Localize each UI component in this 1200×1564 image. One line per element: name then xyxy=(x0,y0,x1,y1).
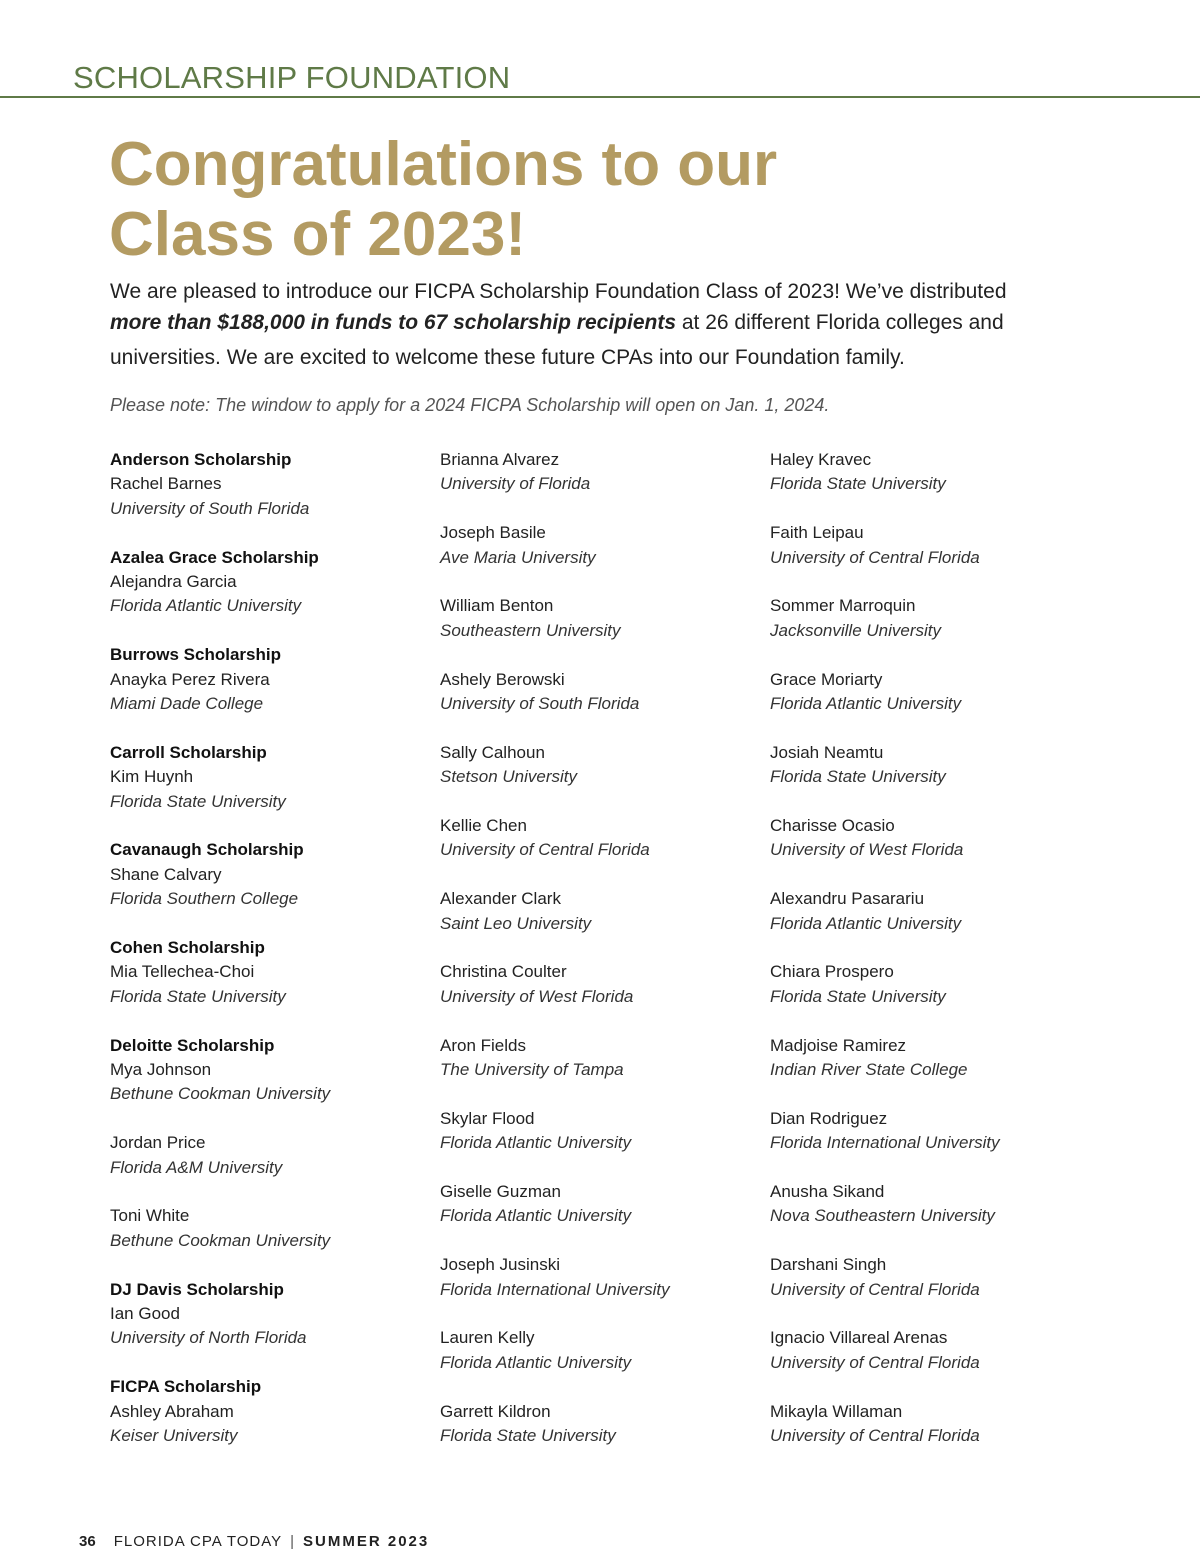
intro-line-2-rest: at 26 different Florida colleges and xyxy=(676,311,1004,334)
recipient-name: Lauren Kelly xyxy=(440,1328,535,1348)
recipient-name: Rachel Barnes xyxy=(110,474,222,494)
recipient-school: Indian River State College xyxy=(770,1060,968,1080)
recipient-name: Darshani Singh xyxy=(770,1255,887,1275)
recipient-name: Christina Coulter xyxy=(440,962,567,982)
recipient-school: Florida State University xyxy=(110,986,286,1006)
recipient-name: Garrett Kildron xyxy=(440,1401,551,1421)
recipient-school: University of Central Florida xyxy=(440,840,650,860)
recipient-school: Jacksonville University xyxy=(770,620,941,640)
recipient-entry xyxy=(110,1375,430,1448)
recipient-school: Florida International University xyxy=(770,1133,1000,1153)
page-number: 36 xyxy=(79,1533,96,1550)
recipient-school: Saint Leo University xyxy=(440,913,592,933)
recipient-school: Florida A&M University xyxy=(110,1157,283,1177)
recipient-entry xyxy=(110,1131,430,1180)
scholarship-name: Carroll Scholarship xyxy=(110,742,267,762)
recipient-school: University of Central Florida xyxy=(770,1352,980,1372)
recipient-entry xyxy=(770,1400,1090,1449)
recipient-name: Ian Good xyxy=(110,1304,180,1324)
recipient-name: Anusha Sikand xyxy=(770,1182,885,1202)
recipient-name: Ashley Abraham xyxy=(110,1401,234,1421)
recipient-name: Jordan Price xyxy=(110,1133,206,1153)
application-note: Please note: The window to apply for a 2024 FICPA Scholarship will open on Jan. 1, 2024. xyxy=(110,395,830,415)
recipient-entry xyxy=(770,1180,1090,1229)
recipient-school: University of Florida xyxy=(440,474,591,494)
recipient-entry xyxy=(440,887,760,936)
recipient-name: Faith Leipau xyxy=(770,523,864,543)
scholarship-name: FICPA Scholarship xyxy=(110,1377,262,1397)
recipient-entry xyxy=(770,668,1090,717)
recipient-name: Brianna Alvarez xyxy=(440,450,560,469)
recipient-name: Mia Tellechea-Choi xyxy=(110,962,255,982)
issue-label: SUMMER 2023 xyxy=(303,1533,430,1550)
recipient-school: University of West Florida xyxy=(770,840,964,860)
intro-line-1: We are pleased to introduce our FICPA Scholarship Foundation Class of 2023! We’ve distributed xyxy=(110,280,1007,303)
recipient-name: Grace Moriarty xyxy=(770,669,883,689)
recipient-name: Giselle Guzman xyxy=(440,1182,561,1202)
recipient-school: University of Central Florida xyxy=(770,1426,980,1446)
recipient-entry xyxy=(770,1326,1090,1375)
recipient-school: Florida Southern College xyxy=(110,889,299,909)
recipient-name: Alexandru Pasarariu xyxy=(770,889,925,909)
scholarship-name: Cohen Scholarship xyxy=(110,938,265,958)
recipient-entry xyxy=(770,448,1090,497)
recipients-column-3 xyxy=(770,448,1090,1473)
recipient-school: The University of Tampa xyxy=(440,1060,624,1080)
recipient-entry xyxy=(770,1253,1090,1302)
recipient-entry xyxy=(440,1253,760,1302)
recipient-name: Aron Fields xyxy=(440,1035,526,1055)
recipient-name: Anayka Perez Rivera xyxy=(110,669,270,689)
publication-name: FLORIDA CPA TODAY xyxy=(113,1533,283,1550)
recipient-school: Florida Atlantic University xyxy=(440,1133,632,1153)
recipient-school: Florida State University xyxy=(440,1426,616,1446)
scholarship-name: Cavanaugh Scholarship xyxy=(110,840,304,860)
page-title xyxy=(109,130,1009,270)
recipient-name: Haley Kravec xyxy=(770,450,872,469)
intro-emphasis: more than $188,000 in funds to 67 scholarship recipients xyxy=(110,311,677,334)
recipient-entry xyxy=(440,1400,760,1449)
recipient-entry xyxy=(440,814,760,863)
recipient-name: Ignacio Villareal Arenas xyxy=(770,1328,948,1348)
recipient-entry xyxy=(440,594,760,643)
recipient-school: Bethune Cookman University xyxy=(110,1230,331,1250)
recipient-entry xyxy=(110,1278,430,1351)
recipient-entry xyxy=(770,1107,1090,1156)
recipient-entry xyxy=(440,1326,760,1375)
recipient-entry xyxy=(440,668,760,717)
recipient-school: Stetson University xyxy=(440,767,577,787)
recipients-column-2 xyxy=(440,448,760,1473)
recipient-name: Alexander Clark xyxy=(440,889,561,909)
recipient-entry xyxy=(440,1034,760,1083)
recipient-school: Florida International University xyxy=(440,1279,670,1299)
recipient-school: Florida State University xyxy=(770,767,946,787)
recipient-name: Skylar Flood xyxy=(440,1108,535,1128)
recipient-entry xyxy=(110,546,430,619)
recipient-school: Florida State University xyxy=(110,791,286,811)
recipient-school: Miami Dade College xyxy=(110,694,264,714)
recipient-entry xyxy=(110,936,430,1009)
recipient-name: Mikayla Willaman xyxy=(770,1401,903,1421)
recipient-name: Sommer Marroquin xyxy=(770,596,916,616)
recipient-school: University of North Florida xyxy=(110,1328,307,1348)
recipient-entry xyxy=(440,521,760,570)
recipient-entry xyxy=(770,1034,1090,1083)
page-title-line-2: Class of 2023! xyxy=(109,200,526,269)
recipient-school: University of South Florida xyxy=(110,498,310,518)
recipient-entry xyxy=(770,594,1090,643)
recipient-school: Florida State University xyxy=(770,986,946,1006)
recipient-name: Joseph Jusinski xyxy=(440,1255,561,1275)
recipient-name: Kellie Chen xyxy=(440,816,527,836)
page-title-line-1: Congratulations to our xyxy=(109,130,778,199)
recipient-school: Florida Atlantic University xyxy=(770,913,962,933)
intro-paragraph xyxy=(110,276,1050,373)
recipient-entry xyxy=(440,448,760,497)
recipient-school: Florida Atlantic University xyxy=(440,1206,632,1226)
recipient-name: Dian Rodriguez xyxy=(770,1108,888,1128)
recipient-school: Southeastern University xyxy=(440,620,621,640)
recipient-school: Florida Atlantic University xyxy=(440,1352,632,1372)
recipient-entry xyxy=(110,448,430,521)
recipient-school: Florida State University xyxy=(770,474,946,494)
page-footer xyxy=(79,1532,429,1552)
recipient-entry xyxy=(440,1180,760,1229)
recipient-entry xyxy=(110,643,430,716)
recipient-entry xyxy=(770,521,1090,570)
intro-line-2 xyxy=(110,307,1050,338)
recipient-name: Mya Johnson xyxy=(110,1060,212,1080)
section-divider xyxy=(0,96,1200,98)
scholarship-name: Deloitte Scholarship xyxy=(110,1035,275,1055)
recipient-name: Kim Huynh xyxy=(110,767,194,787)
recipient-school: Ave Maria University xyxy=(440,547,596,567)
recipient-name: Joseph Basile xyxy=(440,523,546,543)
recipient-entry xyxy=(440,1107,760,1156)
recipient-name: Charisse Ocasio xyxy=(770,816,895,836)
recipient-entry xyxy=(110,1034,430,1107)
recipient-school: University of West Florida xyxy=(440,986,634,1006)
scholarship-name: Anderson Scholarship xyxy=(110,450,292,469)
scholarship-name: Burrows Scholarship xyxy=(110,645,281,665)
recipient-school: University of South Florida xyxy=(440,694,640,714)
section-label: SCHOLARSHIP FOUNDATION xyxy=(73,60,511,95)
recipients-column-1 xyxy=(110,448,430,1473)
recipient-entry xyxy=(440,960,760,1009)
recipient-name: Josiah Neamtu xyxy=(770,742,884,762)
recipient-school: University of Central Florida xyxy=(770,1279,980,1299)
recipient-name: Madjoise Ramirez xyxy=(770,1035,907,1055)
intro-line-3: universities. We are excited to welcome these future CPAs into our Foundation family. xyxy=(110,346,905,369)
recipient-name: William Benton xyxy=(440,596,554,616)
recipient-school: Bethune Cookman University xyxy=(110,1084,331,1104)
scholarship-name: Azalea Grace Scholarship xyxy=(110,547,319,567)
recipient-school: Florida Atlantic University xyxy=(770,694,962,714)
recipient-name: Ashely Berowski xyxy=(440,669,565,689)
recipient-school: University of Central Florida xyxy=(770,547,980,567)
recipient-name: Shane Calvary xyxy=(110,864,222,884)
recipient-entry xyxy=(770,814,1090,863)
recipient-name: Sally Calhoun xyxy=(440,742,545,762)
recipient-name: Alejandra Garcia xyxy=(110,572,237,592)
footer-separator: | xyxy=(290,1533,296,1550)
recipient-school: Nova Southeastern University xyxy=(770,1206,995,1226)
recipient-name: Toni White xyxy=(110,1206,190,1226)
recipient-entry xyxy=(110,741,430,814)
recipient-school: Keiser University xyxy=(110,1426,238,1446)
recipient-name: Chiara Prospero xyxy=(770,962,894,982)
recipient-entry xyxy=(770,960,1090,1009)
scholarship-name: DJ Davis Scholarship xyxy=(110,1279,284,1299)
recipient-school: Florida Atlantic University xyxy=(110,596,302,616)
recipient-entry xyxy=(110,838,430,911)
recipient-entry xyxy=(110,1204,430,1253)
recipient-entry xyxy=(440,741,760,790)
recipient-entry xyxy=(770,741,1090,790)
recipient-entry xyxy=(770,887,1090,936)
